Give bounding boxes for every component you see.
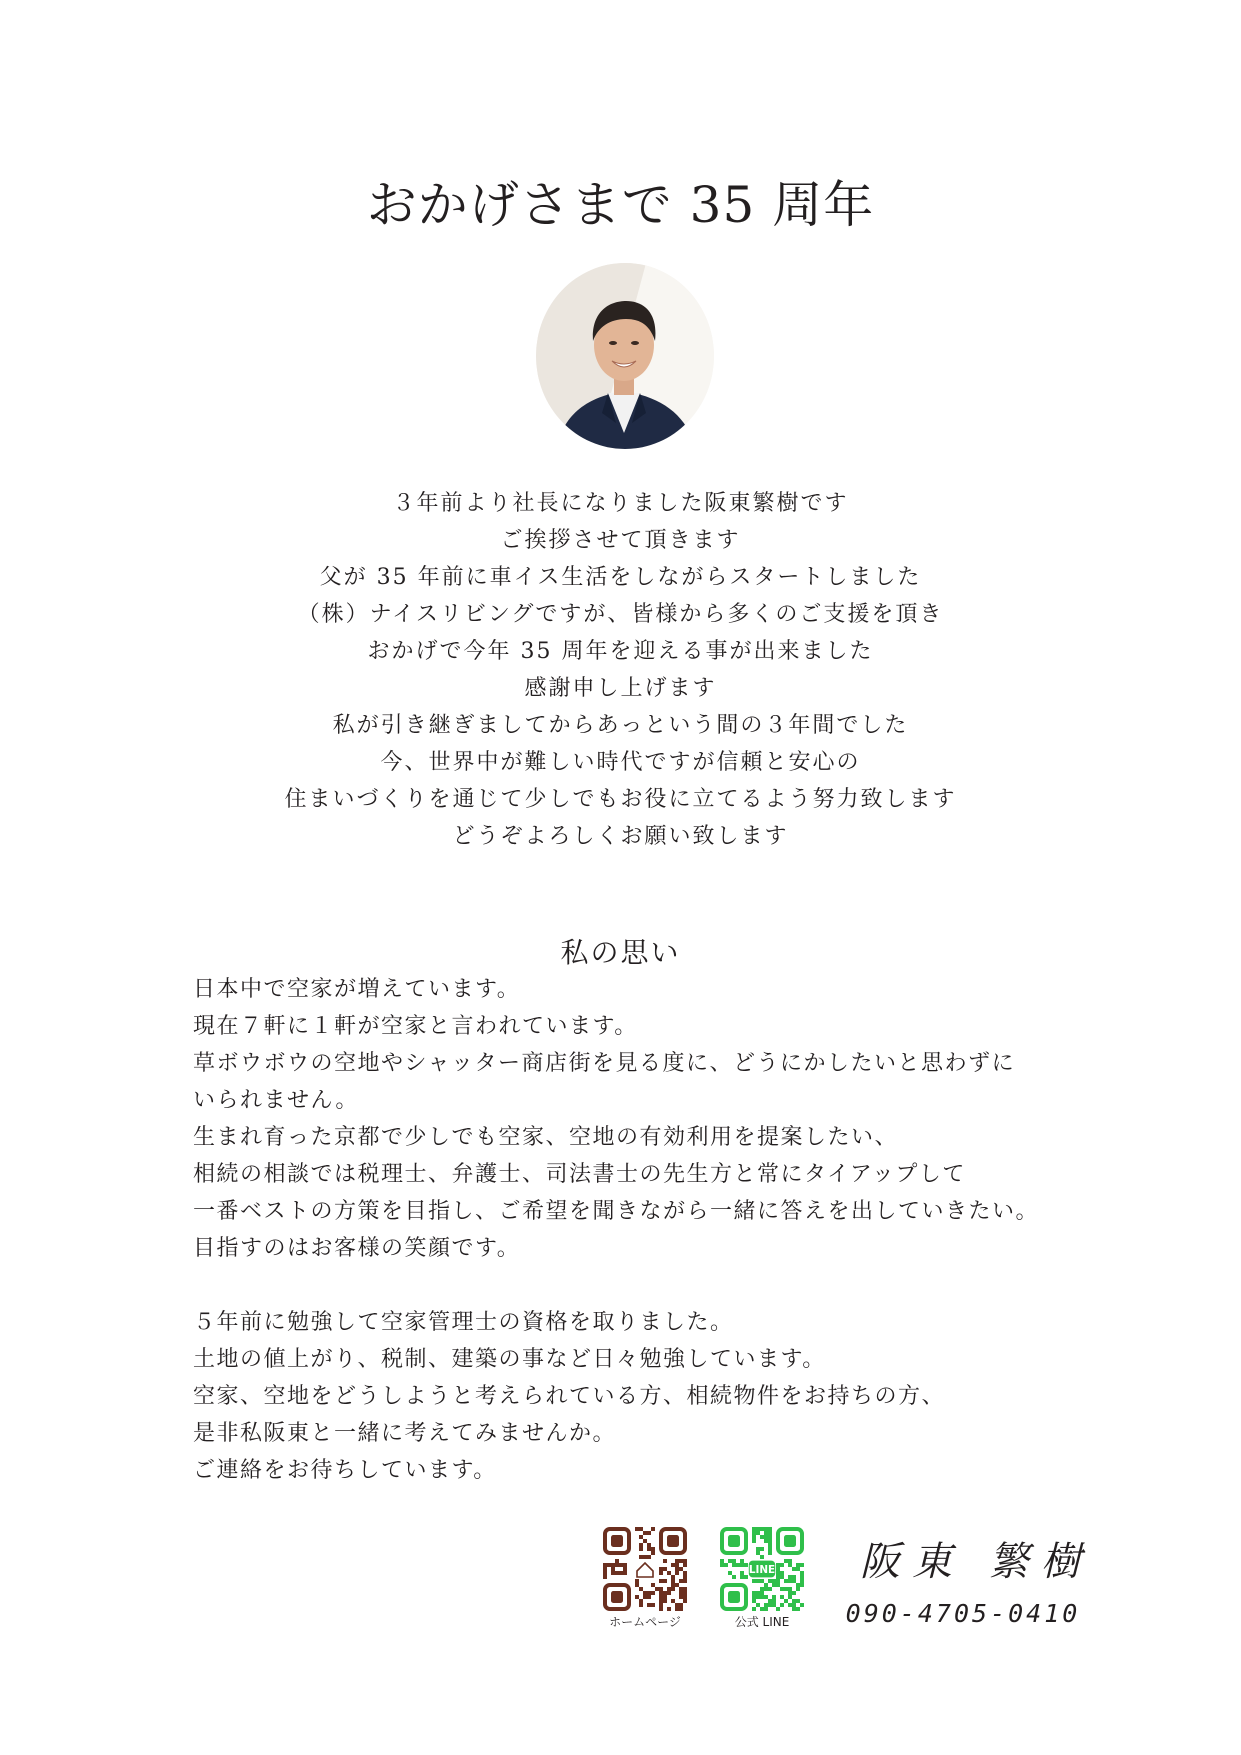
greeting-line: 住まいづくりを通じて少しでもお役に立てるよう努力致します (284, 787, 957, 812)
phone-number: 090-4705-0410 (845, 1599, 1081, 1628)
body-line: ご連絡をお待ちしています。 (193, 1458, 497, 1483)
portrait-photo (536, 263, 714, 449)
line-qr-label: 公式 LINE (734, 1615, 790, 1629)
body-text (193, 971, 1093, 1489)
svg-text:LINE: LINE (748, 1564, 776, 1576)
home-icon (637, 1563, 653, 1577)
body-line: いられません。 (193, 1088, 359, 1113)
greeting-line: おかげで今年 35 周年を迎える事が出来ました (367, 639, 874, 664)
body-line: ５年前に勉強して空家管理士の資格を取りました。 (193, 1310, 734, 1335)
greeting-line: 私が引き継ぎましてからあっという間の３年間でした (332, 713, 909, 738)
body-line: 土地の値上がり、税制、建築の事など日々勉強しています。 (193, 1347, 826, 1372)
signature-name: 阪東 繁樹 (860, 1539, 1093, 1585)
body-line (193, 1267, 1093, 1304)
greeting-line: （株）ナイスリビングですが、皆様から多くのご支援を頂き (297, 602, 944, 627)
homepage-qr-code[interactable] (603, 1527, 687, 1611)
greeting-line: ご挨拶させて頂きます (500, 528, 741, 553)
body-line: 一番ベストの方策を目指し、ご希望を聞きながら一緒に答えを出していきたい。 (193, 1199, 1040, 1224)
body-line: 相続の相談では税理士、弁護士、司法書士の先生方と常にタイアップして (193, 1162, 966, 1187)
greeting-line: ３年前より社長になりました阪東繁樹です (392, 491, 849, 516)
page-title: おかげさまで 35 周年 (366, 176, 875, 234)
line-qr-code[interactable] (720, 1527, 804, 1611)
greeting-line: 今、世界中が難しい時代ですが信頼と安心の (380, 750, 861, 775)
greeting-line: 感謝申し上げます (524, 676, 717, 701)
body-line: 草ボウボウの空地やシャッター商店街を見る度に、どうにかしたいと思わずに (193, 1051, 1016, 1076)
body-line: 現在７軒に１軒が空家と言われています。 (193, 1014, 638, 1039)
greeting-message (0, 485, 1241, 855)
greeting-line: 父が 35 年前に車イス生活をしながらスタートしました (319, 565, 922, 590)
body-line: 目指すのはお客様の笑顔です。 (193, 1236, 521, 1261)
body-line: 生まれ育った京都で少しでも空家、空地の有効利用を提案したい、 (193, 1125, 899, 1150)
line-logo (749, 1561, 775, 1578)
greeting-line: どうぞよろしくお願い致します (452, 824, 789, 849)
homepage-qr-label: ホームページ (609, 1615, 681, 1629)
section-heading: 私の思い (560, 936, 681, 969)
body-line: 是非私阪東と一緒に考えてみませんか。 (193, 1421, 617, 1446)
body-line: 日本中で空家が増えています。 (193, 977, 521, 1002)
body-line: 空家、空地をどうしようと考えられている方、相続物件をお持ちの方、 (193, 1384, 946, 1409)
